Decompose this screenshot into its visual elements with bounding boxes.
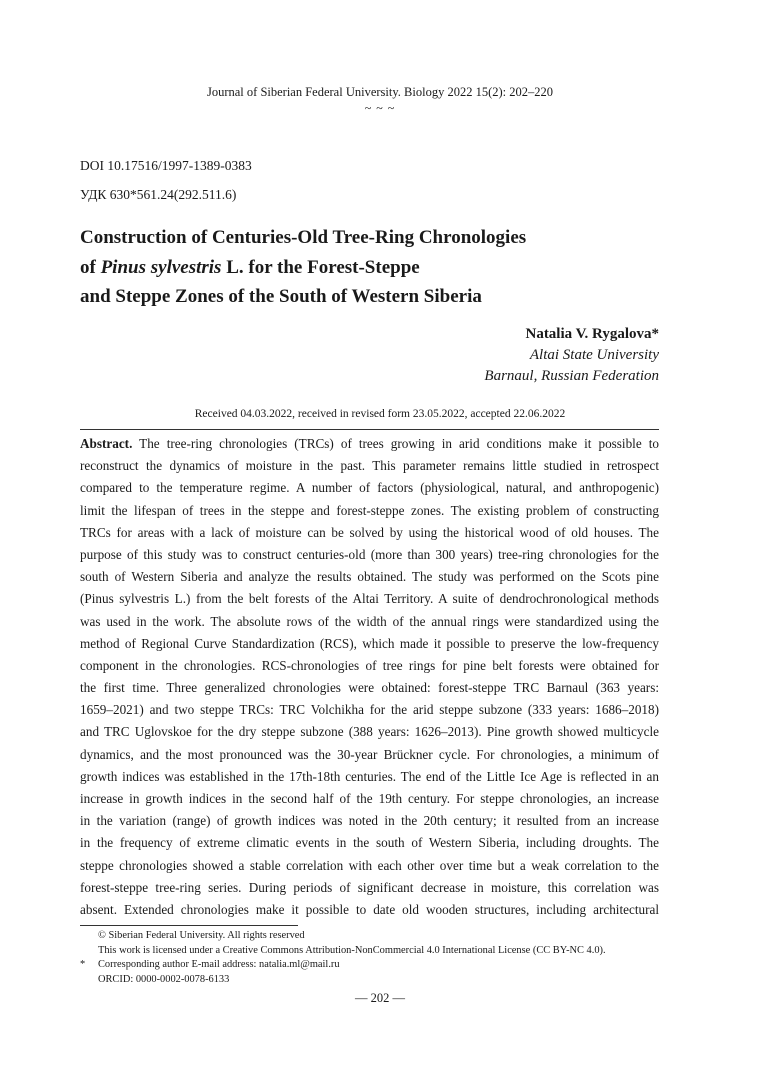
title-line-2-suffix: L. for the Forest-Steppe — [221, 256, 420, 278]
title-species: Pinus sylvestris — [100, 256, 222, 278]
abstract-line: reconstruct the dynamics of moisture in the past. This parameter remains little studied in retrospect — [80, 458, 659, 474]
abstract-line: increase in growth indices in the second half of the 19th century. For steppe chronologies, an increase — [80, 791, 659, 806]
abstract-line: purpose of this study was to construct centuries-old (more than 300 years) tree-ring chronologies for the — [80, 546, 659, 562]
doi[interactable]: DOI 10.17516/1997-1389-0383 — [80, 158, 252, 173]
journal-header: Journal of Siberian Federal University. Biology 2022 15(2): 202–220 — [206, 85, 553, 99]
footnote-asterisk: * — [80, 959, 86, 970]
abstract-line: steppe chronologies showed a stable correlation with each other over time but a weak correlation to the — [80, 857, 659, 873]
abstract-line: the first time. Three generalized chronologies were obtained: forest-steppe TRC Barnaul (363 years: — [80, 680, 659, 696]
abstract-line: and TRC Uglovskoe for the dry steppe subzone (388 years: 1626–2013). Pine growth showed multicycle — [80, 724, 659, 740]
abstract-line: (Pinus sylvestris L.) from the belt forests of the Altai Territory. A suite of dendrochronological methods — [80, 591, 659, 607]
abstract-line: forest-steppe tree-ring series. During periods of significant decrease in moisture, this correlation was — [80, 879, 659, 895]
title-line-3: and Steppe Zones of the South of Western Siberia — [80, 286, 482, 307]
abstract-line: in the variation (range) of growth indices was noted in the 20th century; it resulted from an increase — [80, 813, 659, 829]
author-location: Barnaul, Russian Federation — [484, 368, 659, 384]
footnote-orcid: ORCID: 0000-0002-0078-6133 — [98, 973, 230, 985]
author-name: Natalia V. Rygalova* — [525, 326, 659, 342]
abstract-line: absent. Extended chronologies make it possible to date old wooden structures, including architectural — [80, 901, 659, 917]
page-number: — 202 — — [355, 991, 405, 1005]
title-line-2-prefix: of — [80, 256, 101, 278]
footnote-copyright: © Siberian Federal University. All rights reserved — [98, 930, 305, 941]
footnote-license: This work is licensed under a Creative Commons Attribution-NonCommercial 4.0 International License (CC BY-NC 4.0). — [98, 944, 606, 956]
abstract-line: south of Western Siberia and analyze the results obtained. The study was performed on the Scots pine — [80, 569, 659, 585]
footnotes — [80, 929, 680, 987]
abstract-label: Abstract. — [80, 436, 133, 451]
abstract-line: compared to the temperature regime. A number of factors (physiological, natural, and anthropogenic) — [80, 480, 659, 496]
abstract-line: Abstract. The tree-ring chronologies (TRCs) of trees growing in arid conditions make it possible to — [80, 436, 659, 451]
abstract — [80, 433, 659, 921]
header-separator: ~ ~ ~ — [364, 101, 396, 115]
author-affiliation: Altai State University — [529, 347, 659, 363]
title-line-2 — [80, 253, 680, 283]
abstract-line: dynamics, and the most pronounced was the 30-year Brückner cycle. For chronologies, a minimum of — [80, 746, 659, 762]
article-title — [80, 223, 680, 312]
abstract-top-rule — [80, 429, 659, 430]
abstract-line: component in the chronologies. RCS-chronologies of tree rings for pine belt forests were obtained for — [80, 657, 659, 673]
footnote-corresponding — [80, 958, 680, 973]
udk-code: УДК 630*561.24(292.511.6) — [80, 187, 237, 202]
abstract-line: growth indices was established in the 17th-18th centuries. The end of the Little Ice Age is reflected in an — [80, 768, 659, 784]
footnote-rule — [80, 925, 298, 926]
abstract-line: TRCs for areas with a lack of moisture can be solved by using the historical wood of old houses. The — [80, 524, 659, 540]
corresponding-email[interactable]: Corresponding author E-mail address: natalia.ml@mail.ru — [98, 959, 340, 970]
author-block — [484, 324, 659, 387]
abstract-line: 1659–2021) and two steppe TRCs: TRC Volchikha for the arid steppe subzone (333 years: 1686–2018) — [80, 702, 659, 718]
abstract-line: in the frequency of extreme climatic events in the south of Western Siberia, including droughts. The — [80, 835, 659, 851]
title-line-1: Construction of Centuries-Old Tree-Ring Chronologies — [80, 227, 527, 248]
abstract-line: limit the lifespan of trees in the steppe and forest-steppe zones. The existing problem of constructing — [80, 502, 659, 518]
received-dates: Received 04.03.2022, received in revised form 23.05.2022, accepted 22.06.2022 — [194, 408, 566, 420]
abstract-line: method of Regional Curve Standardization (RCS), which made it possible to preserve the low-frequency — [80, 635, 659, 651]
abstract-line: was used in the work. The absolute rows of the width of the annual rings were standardized using the — [80, 613, 659, 629]
